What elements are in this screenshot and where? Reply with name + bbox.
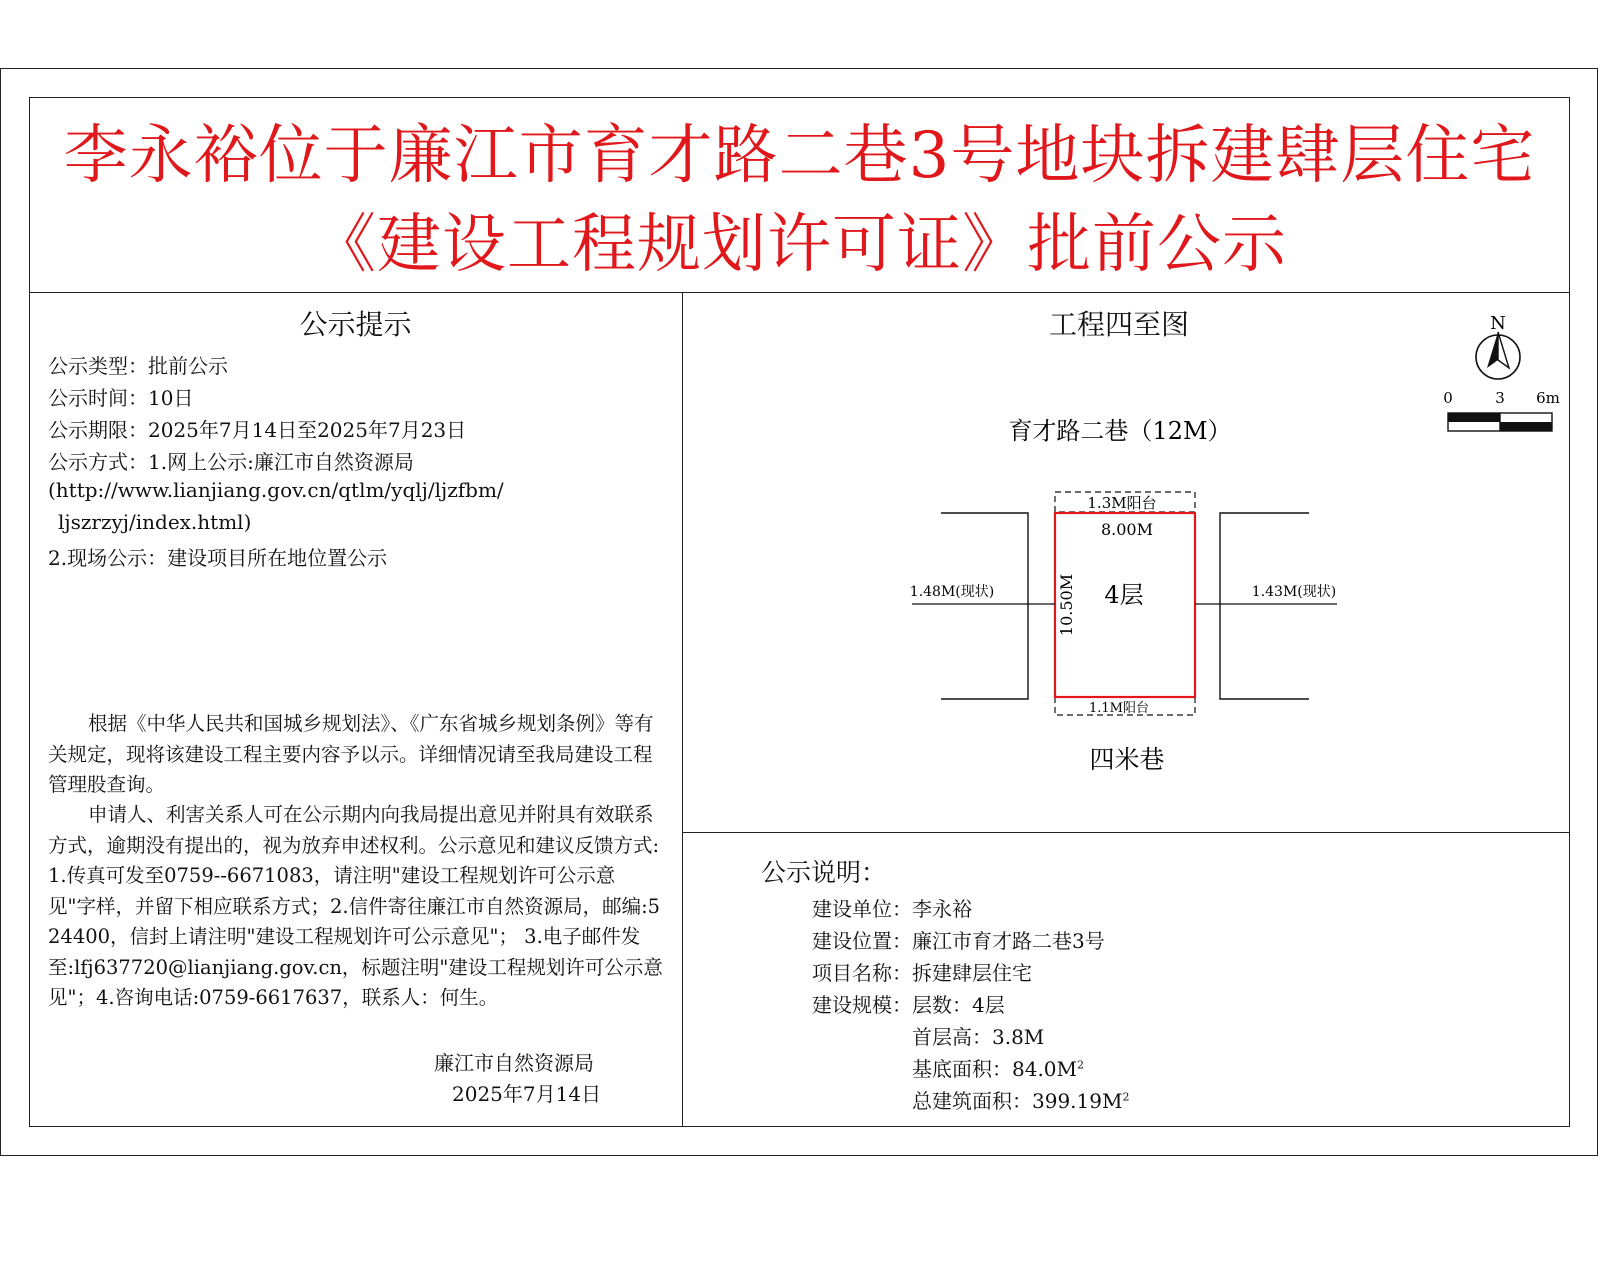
building-width-label: 8.00M — [1100, 520, 1154, 539]
notice-duration: 公示时间：10日 — [48, 386, 194, 410]
page-title-line1: 李永裕位于廉江市育才路二巷3号地块拆建肆层住宅 — [63, 119, 1536, 193]
neighbour-left-outline — [941, 513, 1028, 699]
info-scale: 建设规模：层数：4层 — [812, 993, 1005, 1017]
info-project: 项目名称：拆建肆层住宅 — [812, 961, 1032, 985]
north-arrow-icon — [1476, 332, 1520, 379]
page-title-line2: 《建设工程规划许可证》批前公示 — [312, 208, 1287, 282]
balcony-bottom-label: 1.1M阳台 — [1089, 701, 1149, 716]
notice-method: 公示方式：1.网上公示:廉江市自然资源局 — [48, 450, 414, 474]
notice-url-line1[interactable]: (http://www.lianjiang.gov.cn/qtlm/yqlj/ljzfbm/ — [48, 478, 504, 502]
scale-label-6: 6m — [1536, 389, 1560, 407]
building-floors-label: 4层 — [1104, 581, 1144, 609]
info-heading: 公示说明： — [761, 858, 887, 887]
neighbour-right-outline — [1220, 513, 1309, 699]
right-gap-label: 1.43M(现状) — [1251, 584, 1337, 600]
notice-paragraph-2: 申请人、利害关系人可在公示期内向我局提出意见并附具有效联系方式，逾期没有提出的，视为放弃申述权利。公示意见和建议反馈方式:1.传真可发至0759--6671083，请注明"建设工程规划许可公示意见"字样，并留下相应联系方式；2.信件寄往廉江市自然资源局，邮编:524400，信封上请注明"建设工程规划许可公示意见"； 3.电子邮件发至:lfj637720@lianjiang.gov.cn，标题注明"建设工程规划许可公示意见"；4.咨询电话:0759-6617637，联系人：何生。 — [48, 803, 663, 1009]
notice-heading: 公示提示 — [299, 308, 412, 341]
info-location: 建设位置：廉江市育才路二巷3号 — [812, 929, 1105, 953]
scale-bar — [1448, 413, 1552, 431]
road-top-label: 育才路二巷（12M） — [1008, 417, 1232, 445]
notice-period: 公示期限：2025年7月14日至2025年7月23日 — [48, 418, 467, 442]
road-bottom-label: 四米巷 — [1089, 745, 1165, 774]
info-unit: 建设单位：李永裕 — [812, 897, 972, 921]
notice-onsite: 2.现场公示：建设项目所在地位置公示 — [48, 546, 388, 570]
info-total-area: 总建筑面积：$399.19M^2$ — [912, 1089, 1130, 1113]
site-map — [682, 292, 1570, 832]
scale-label-0: 0 — [1443, 389, 1453, 407]
scale-label-3: 3 — [1495, 389, 1505, 407]
notice-paragraph-1: 根据《中华人民共和国城乡规划法》、《广东省城乡规划条例》等有关规定，现将该建设工程主要内容予以示。详细情况请至我局建设工程管理股查询。 — [48, 712, 654, 796]
notice-issuer: 廉江市自然资源局 — [434, 1051, 594, 1075]
notice-date: 2025年7月14日 — [452, 1082, 602, 1106]
map-heading: 工程四至图 — [1048, 308, 1189, 341]
map-info-divider — [682, 832, 1570, 833]
building-depth-label: 10.50M — [1057, 573, 1076, 637]
notice-url-line2[interactable]: ljszrzyj/index.html) — [58, 510, 252, 534]
balcony-top-label: 1.3M阳台 — [1087, 494, 1157, 512]
info-base-area: 基底面积：$84.0M^2$ — [912, 1057, 1085, 1081]
notice-type: 公示类型：批前公示 — [48, 354, 228, 378]
info-first-floor: 首层高：3.8M — [912, 1025, 1045, 1049]
north-label: N — [1490, 313, 1506, 334]
left-gap-label: 1.48M(现状) — [909, 584, 995, 600]
